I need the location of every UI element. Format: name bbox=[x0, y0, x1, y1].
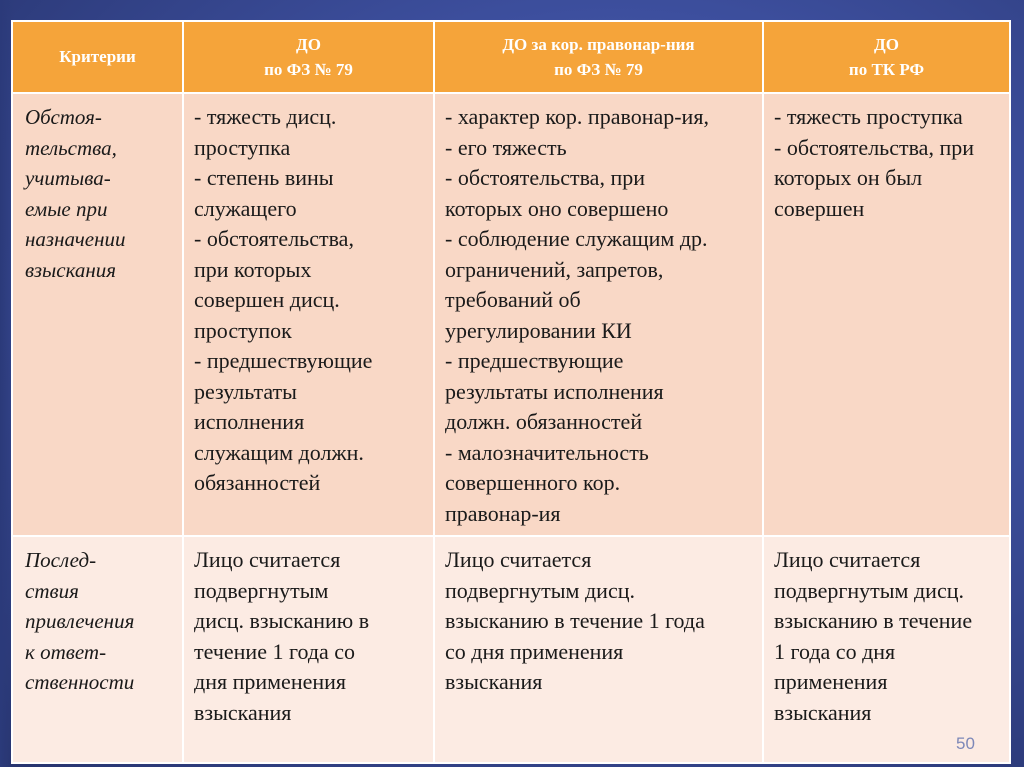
text-line: ограничений, запретов, bbox=[445, 256, 664, 282]
text-line: - степень вины bbox=[194, 165, 334, 190]
text-line: Лицо считается bbox=[774, 547, 921, 572]
text-line: - соблюдение служащим др. bbox=[445, 226, 708, 251]
header-line: ДО bbox=[874, 34, 899, 54]
header-tk-rf bbox=[763, 21, 1010, 93]
header-line: по ТК РФ bbox=[848, 60, 925, 79]
text-line: служащим должн. bbox=[194, 439, 364, 465]
text-line: должн. обязанностей bbox=[445, 409, 643, 434]
tk-rf-cell bbox=[763, 93, 1010, 536]
text-line: подвергнутым bbox=[194, 577, 329, 603]
fz79-cell bbox=[183, 536, 434, 763]
text-line: правонар-ия bbox=[445, 500, 561, 526]
text-line: тельства, bbox=[25, 135, 117, 160]
text-line: требований об bbox=[445, 287, 581, 312]
text-line: служащего bbox=[194, 195, 297, 221]
text-line: Послед- bbox=[25, 548, 97, 572]
header-criteria bbox=[12, 21, 183, 93]
text-line: урегулировании КИ bbox=[445, 317, 632, 343]
text-line: подвергнутым дисц. bbox=[445, 577, 635, 603]
criterion-cell bbox=[12, 93, 183, 536]
table-row-circumstances bbox=[12, 93, 1010, 536]
text-line: результаты исполнения bbox=[445, 378, 664, 404]
text-line: к ответ- bbox=[25, 639, 107, 664]
text-line: взыскания bbox=[774, 699, 872, 725]
text-line: ствия bbox=[25, 578, 79, 603]
header-corruption-fz79 bbox=[434, 21, 763, 93]
header-line: по ФЗ № 79 bbox=[264, 60, 353, 79]
text-line: учитыва- bbox=[25, 166, 111, 190]
text-line: применения bbox=[774, 669, 888, 694]
text-line: емые при bbox=[25, 196, 108, 221]
text-line: - тяжесть дисц. bbox=[194, 104, 337, 129]
text-line: Обстоя- bbox=[25, 105, 102, 129]
text-line: подвергнутым дисц. bbox=[774, 577, 964, 603]
text-line: - малозначительность bbox=[445, 439, 649, 465]
text-line: назначении bbox=[25, 227, 126, 251]
tk-rf-cell bbox=[763, 536, 1010, 763]
text-line: которых он был bbox=[774, 165, 923, 190]
header-row bbox=[12, 21, 1010, 93]
text-line: взыскания bbox=[194, 699, 292, 725]
text-line: со дня применения bbox=[445, 638, 624, 664]
text-line: привлечения bbox=[25, 609, 135, 633]
header-line: Критерии bbox=[59, 47, 136, 67]
text-line: - предшествующие bbox=[194, 348, 373, 373]
text-line: результаты bbox=[194, 378, 297, 404]
slide-number: 50 bbox=[956, 734, 975, 753]
criterion-cell bbox=[12, 536, 183, 763]
corruption-fz79-cell bbox=[434, 536, 763, 763]
text-line: исполнения bbox=[194, 409, 305, 434]
text-line: ственности bbox=[25, 670, 135, 694]
text-line: - тяжесть проступка bbox=[774, 104, 963, 129]
text-line: взысканию в течение 1 года bbox=[445, 608, 705, 633]
text-line: обязанностей bbox=[194, 470, 321, 495]
text-line: - обстоятельства, при bbox=[774, 134, 974, 160]
table-row-consequences bbox=[12, 536, 1010, 763]
header-line: ДО bbox=[296, 34, 321, 54]
text-line: - обстоятельства, bbox=[194, 226, 354, 251]
text-line: 1 года со дня bbox=[774, 638, 896, 664]
text-line: проступка bbox=[194, 134, 291, 160]
text-line: которых оно совершено bbox=[445, 195, 669, 221]
comparison-table bbox=[11, 20, 1011, 764]
text-line: - его тяжесть bbox=[445, 134, 567, 160]
text-line: - характер кор. правонар-ия, bbox=[445, 104, 709, 129]
text-line: совершен дисц. bbox=[194, 287, 340, 312]
text-line: - обстоятельства, при bbox=[445, 165, 645, 190]
text-line: взыскания bbox=[25, 257, 117, 282]
fz79-cell bbox=[183, 93, 434, 536]
text-line: взысканию в течение bbox=[774, 608, 973, 633]
text-line: Лицо считается bbox=[445, 547, 592, 572]
text-line: при которых bbox=[194, 256, 312, 282]
text-line: - предшествующие bbox=[445, 348, 624, 373]
text-line: взыскания bbox=[445, 669, 543, 694]
text-line: дня применения bbox=[194, 669, 347, 694]
text-line: Лицо считается bbox=[194, 547, 341, 572]
text-line: проступок bbox=[194, 317, 292, 343]
corruption-fz79-cell bbox=[434, 93, 763, 536]
header-line: по ФЗ № 79 bbox=[554, 60, 643, 79]
text-line: совершен bbox=[774, 195, 865, 221]
header-fz79 bbox=[183, 21, 434, 93]
header-line: ДО за кор. правонар-ния bbox=[502, 34, 695, 54]
text-line: дисц. взысканию в bbox=[194, 608, 370, 633]
text-line: совершенного кор. bbox=[445, 470, 621, 495]
text-line: течение 1 года со bbox=[194, 638, 356, 664]
